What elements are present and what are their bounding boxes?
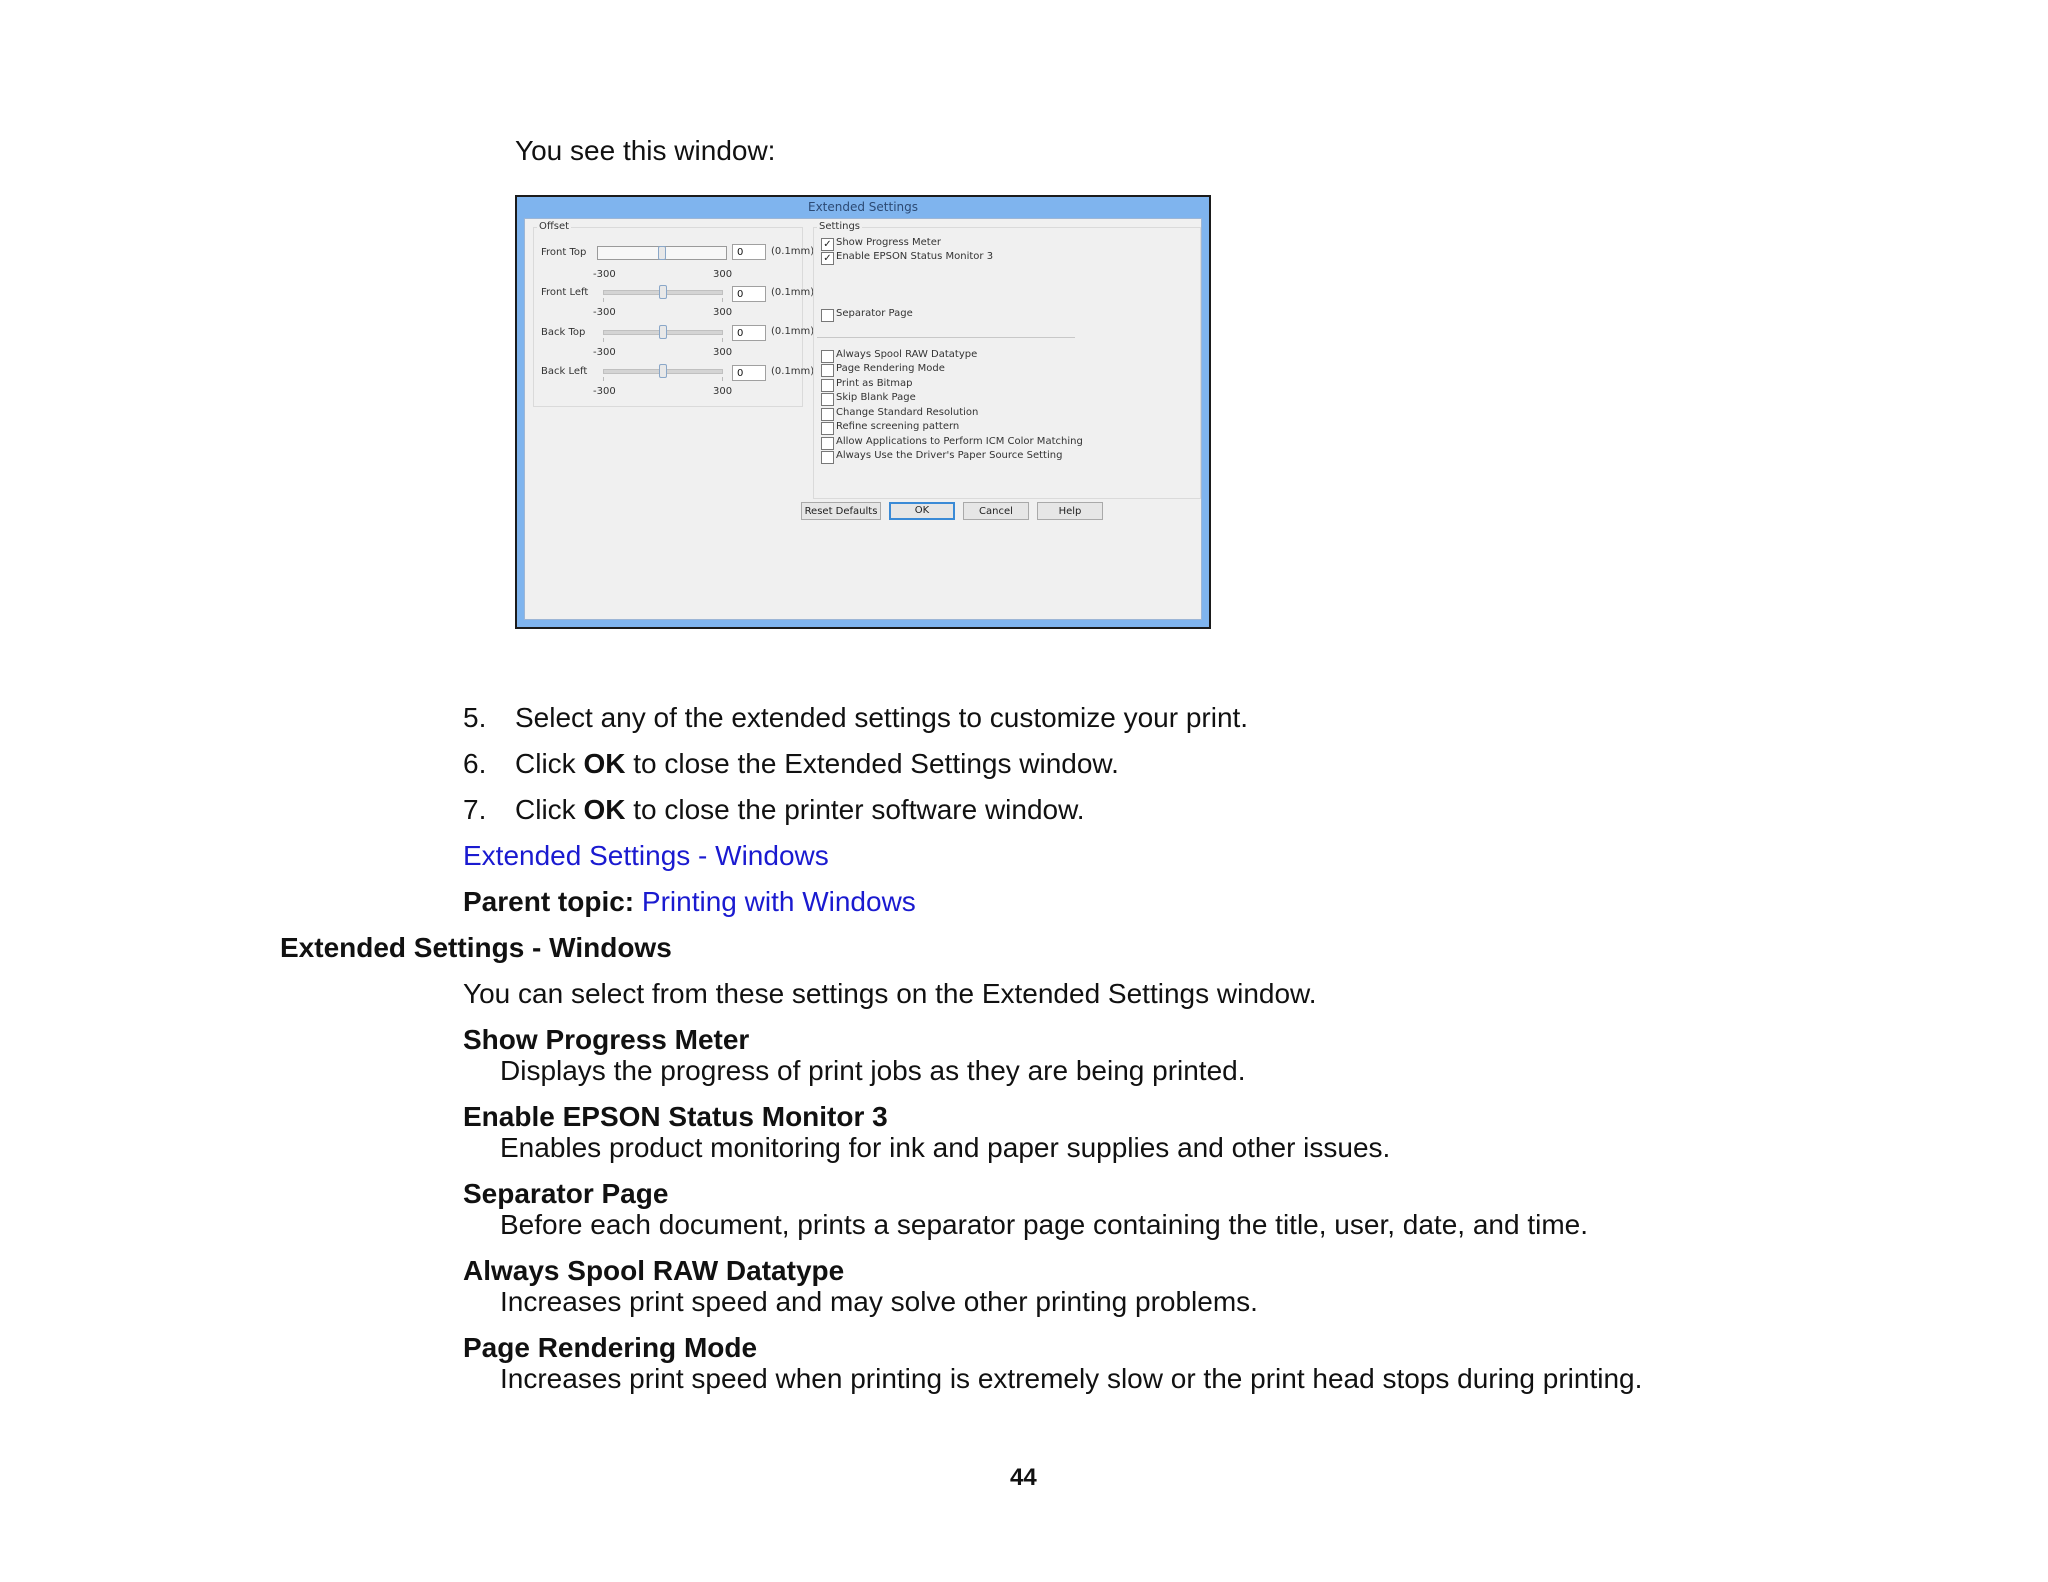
slider-max-label: 300 — [713, 386, 733, 397]
section-intro: You can select from these settings on the Extended Settings window. — [463, 978, 1317, 1009]
slider-thumb[interactable] — [658, 246, 666, 260]
dialog-title: Extended Settings — [807, 200, 919, 214]
unit-label: (0.1mm) — [771, 246, 815, 257]
definition-term: Show Progress Meter — [463, 1024, 750, 1055]
ok-emphasis: OK — [583, 748, 626, 779]
parent-topic — [463, 885, 916, 919]
step-number: 5. — [463, 702, 487, 733]
slider-label: Back Top — [541, 327, 586, 338]
slider-ticks — [603, 298, 723, 302]
definition-description: Increases print speed when printing is extremely slow or the print head stops during printing. — [500, 1363, 1643, 1394]
slider-min-label: -300 — [593, 347, 616, 358]
help-button[interactable]: Help — [1037, 502, 1103, 520]
checkbox-box[interactable] — [821, 379, 834, 392]
definition-description: Enables product monitoring for ink and paper supplies and other issues. — [500, 1132, 1391, 1163]
ok-button[interactable]: OK — [889, 502, 955, 520]
checkbox-label[interactable]: Refine screening pattern — [836, 421, 960, 432]
definition-term: Page Rendering Mode — [463, 1332, 758, 1363]
slider-label: Back Left — [541, 366, 588, 377]
step-text: Click OK to close the Extended Settings window. — [515, 748, 1119, 779]
step-number: 7. — [463, 794, 487, 825]
settings-divider — [817, 337, 1075, 338]
definition-term: Separator Page — [463, 1178, 669, 1209]
slider-max-label: 300 — [713, 347, 733, 358]
checkbox-box[interactable] — [821, 309, 834, 322]
checkbox-label[interactable]: Print as Bitmap — [836, 378, 913, 389]
checkbox-box[interactable] — [821, 393, 834, 406]
page-number: 44 — [1010, 1464, 1037, 1491]
checkbox-box[interactable] — [821, 422, 834, 435]
intro-text: You see this window: — [515, 135, 776, 166]
slider-thumb[interactable] — [659, 364, 667, 378]
related-topic-link[interactable]: Extended Settings - Windows — [463, 840, 829, 871]
checkbox-box[interactable] — [821, 350, 834, 363]
step-number: 6. — [463, 748, 487, 779]
checkbox-box[interactable] — [821, 408, 834, 421]
offset-value-input[interactable]: 0 — [732, 244, 766, 260]
slider-min-label: -300 — [593, 269, 616, 280]
unit-label: (0.1mm) — [771, 366, 815, 377]
checkbox-label[interactable]: Allow Applications to Perform ICM Color Matching — [836, 436, 1083, 447]
checkbox-label[interactable]: Always Spool RAW Datatype — [836, 349, 978, 360]
parent-topic-label: Parent topic: — [463, 886, 635, 917]
slider-thumb[interactable] — [659, 285, 667, 299]
slider-min-label: -300 — [593, 307, 616, 318]
checkbox-box[interactable]: ✓ — [821, 252, 834, 265]
cancel-button[interactable]: Cancel — [963, 502, 1029, 520]
settings-group-label: Settings — [819, 221, 861, 232]
checkbox-label[interactable]: Page Rendering Mode — [836, 363, 945, 374]
definition-term: Always Spool RAW Datatype — [463, 1255, 845, 1286]
reset-defaults-button[interactable]: Reset Defaults — [801, 502, 881, 520]
checkbox-box[interactable] — [821, 451, 834, 464]
checkbox-label[interactable]: Change Standard Resolution — [836, 407, 979, 418]
definition-description: Displays the progress of print jobs as they are being printed. — [500, 1055, 1246, 1086]
definition-term: Enable EPSON Status Monitor 3 — [463, 1101, 888, 1132]
slider-thumb[interactable] — [659, 325, 667, 339]
parent-topic-link[interactable]: Printing with Windows — [641, 886, 916, 917]
slider-min-label: -300 — [593, 386, 616, 397]
offset-value-input[interactable]: 0 — [732, 286, 766, 302]
offset-group-label: Offset — [539, 221, 570, 232]
checkbox-box[interactable] — [821, 437, 834, 450]
slider-ticks — [603, 377, 723, 381]
unit-label: (0.1mm) — [771, 287, 815, 298]
slider-label: Front Top — [541, 247, 587, 258]
step-text: Select any of the extended settings to customize your print. — [515, 702, 1249, 733]
definition-description: Before each document, prints a separator page containing the title, user, date, and time. — [500, 1209, 1589, 1240]
slider-max-label: 300 — [713, 307, 733, 318]
slider-label: Front Left — [541, 287, 589, 298]
slider-max-label: 300 — [713, 269, 733, 280]
section-heading: Extended Settings - Windows — [280, 932, 672, 963]
step-text: Click OK to close the printer software window. — [515, 794, 1085, 825]
checkbox-box[interactable]: ✓ — [821, 238, 834, 251]
checkbox-label[interactable]: Show Progress Meter — [836, 237, 941, 248]
checkbox-label[interactable]: Always Use the Driver's Paper Source Setting — [836, 450, 1063, 461]
checkbox-label[interactable]: Enable EPSON Status Monitor 3 — [836, 251, 994, 262]
dialog-client-area — [524, 218, 1202, 620]
unit-label: (0.1mm) — [771, 326, 815, 337]
ok-emphasis: OK — [583, 794, 626, 825]
slider-ticks — [603, 338, 723, 342]
checkbox-label[interactable]: Skip Blank Page — [836, 392, 916, 403]
offset-value-input[interactable]: 0 — [732, 325, 766, 341]
checkbox-box[interactable] — [821, 364, 834, 377]
offset-value-input[interactable]: 0 — [732, 365, 766, 381]
checkbox-label[interactable]: Separator Page — [836, 308, 913, 319]
extended-settings-dialog-screenshot — [515, 195, 1211, 629]
definition-description: Increases print speed and may solve other printing problems. — [500, 1286, 1258, 1317]
